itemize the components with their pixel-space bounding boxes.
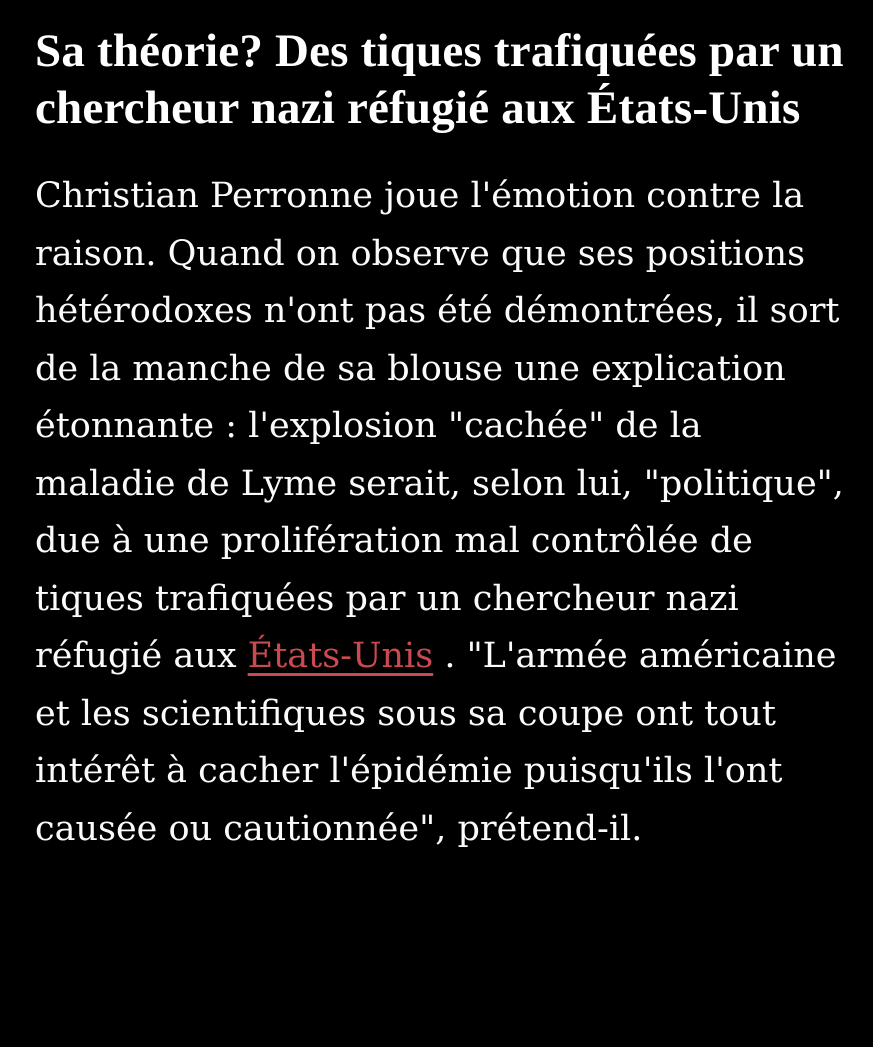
article-paragraph <box>35 168 847 858</box>
paragraph-text-before-link: Christian Perronne joue l'émotion contre la raison. Quand on observe que ses positions hétérodoxes n'ont pas été démontrées, il sort de la manche de sa blouse une explication étonnante : l'explosion "cachée" de la maladie de Lyme serait, selon lui, "politique", due à une prolifération mal contrôlée de tiques trafiquées par un chercheur nazi réfugié aux <box>35 176 844 676</box>
paragraph-text-after-link: . "L'armée américaine et les scientifiques sous sa coupe ont tout intérêt à cacher l'épidémie puisqu'ils l'ont causée ou cautionnée", prétend-il. <box>35 636 837 849</box>
etats-unis-link[interactable]: États-Unis <box>247 636 434 676</box>
article-headline: Sa théorie? Des tiques trafiquées par un chercheur nazi réfugié aux États-Unis <box>35 25 844 134</box>
article-body <box>0 23 873 858</box>
